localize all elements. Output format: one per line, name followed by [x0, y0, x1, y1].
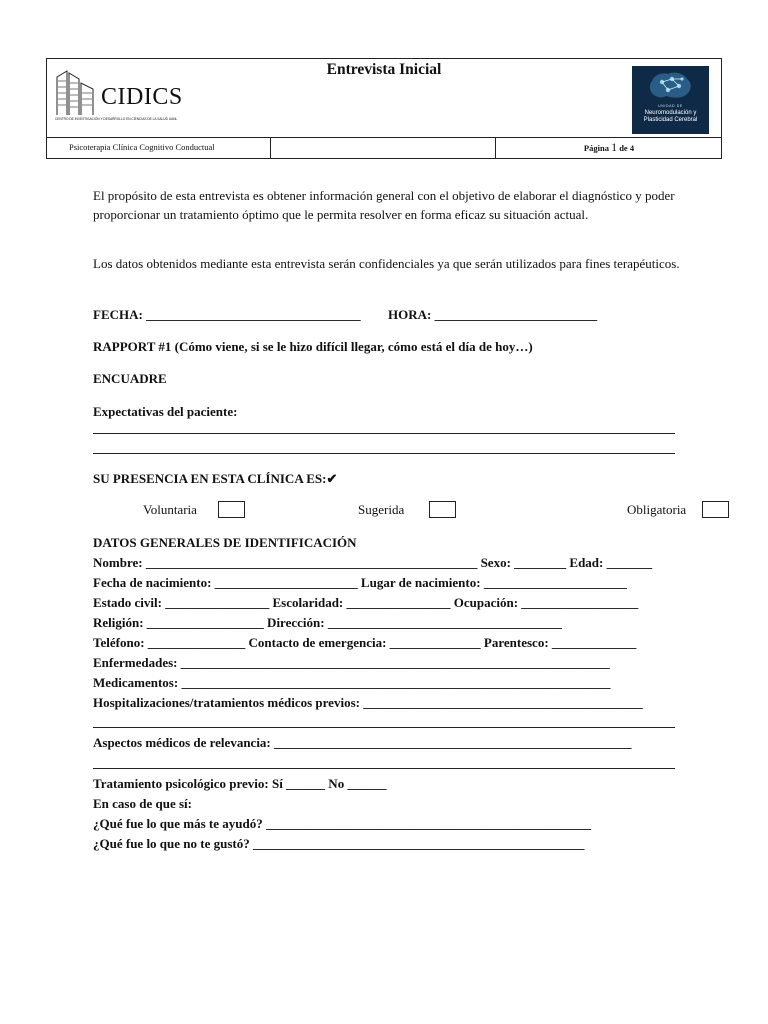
expectativas-label: Expectativas del paciente: [93, 404, 238, 419]
option-sugerida-checkbox[interactable] [429, 501, 456, 518]
page-number: 1 [611, 140, 618, 154]
brain-icon [632, 66, 709, 104]
expectativas-line-2[interactable] [93, 453, 675, 454]
encuadre-heading: ENCUADRE [93, 371, 167, 386]
hospitalizaciones-line-2[interactable] [93, 727, 675, 728]
option-obligatoria-label: Obligatoria [627, 502, 687, 517]
field-estado-civil-row[interactable]: Estado civil: ________________ Escolaridad: ________________ Ocupación: __________________ [93, 595, 639, 610]
option-obligatoria-checkbox[interactable] [702, 501, 729, 518]
page-suffix: de 4 [619, 143, 635, 153]
expectativas-line-1[interactable] [93, 433, 675, 434]
field-hospitalizaciones-row[interactable]: Hospitalizaciones/tratamientos médicos previos: ___________________________________________ [93, 695, 643, 710]
field-tratamiento-row[interactable]: Tratamiento psicológico previo: Sí ______ No ______ [93, 776, 387, 791]
logo-unit-label: UNIDAD DE [658, 104, 683, 108]
field-enfermedades-row[interactable]: Enfermedades: __________________________________________________________________ [93, 655, 610, 670]
rapport-heading: RAPPORT #1 (Cómo viene, si se le hizo difícil llegar, cómo está el día de hoy…) [93, 339, 533, 354]
header-program-label: Psicoterapia Clínica Cognitivo Conductual [47, 137, 271, 158]
option-voluntaria-label: Voluntaria [143, 502, 197, 517]
logo-unit-name: Neuromodulación y Plasticidad Cerebral [643, 110, 698, 123]
header-top-row [47, 59, 721, 138]
logo-subtitle: CENTRO DE INVESTIGACIÓN Y DESARROLLO EN CIENCIAS DE LA SALUD UANL [55, 117, 178, 121]
en-caso-label: En caso de que sí: [93, 796, 192, 811]
fecha-field[interactable]: FECHA: _________________________________ [93, 307, 361, 322]
field-religion-row[interactable]: Religión: __________________ Dirección: ____________________________________ [93, 615, 562, 630]
field-aspectos-row[interactable]: Aspectos médicos de relevancia: _______________________________________________________ [93, 735, 632, 750]
hora-field[interactable]: HORA: _________________________ [388, 307, 598, 322]
presencia-heading: SU PRESENCIA EN ESTA CLÍNICA ES:✔ [93, 471, 338, 486]
intro-paragraph-1: El propósito de esta entrevista es obtener información general con el objetivo de elaborar el diagnóstico y poder proporcionar un tratamiento óptimo que le permita resolver en forma eficaz su situación actual. [93, 188, 675, 222]
document-title: Entrevista Inicial [326, 61, 442, 78]
document-header [46, 58, 722, 159]
header-empty-cell [271, 137, 496, 158]
option-sugerida-label: Sugerida [358, 502, 405, 517]
datos-heading: DATOS GENERALES DE IDENTIFICACIÓN [93, 535, 357, 550]
field-nacimiento-row[interactable]: Fecha de nacimiento: ______________________ Lugar de nacimiento: ______________________ [93, 575, 627, 590]
header-page-number [496, 137, 722, 158]
field-nombre-row[interactable]: Nombre: ___________________________________________________ Sexo: ________ Edad: _______ [93, 555, 653, 570]
aspectos-line-2[interactable] [93, 768, 675, 769]
field-gusto-row[interactable]: ¿Qué fue lo que no te gustó? ___________________________________________________ [93, 836, 585, 851]
field-medicamentos-row[interactable]: Medicamentos: __________________________________________________________________ [93, 675, 611, 690]
neuromodulation-logo [632, 66, 709, 134]
header-bottom-row [47, 137, 721, 158]
page-prefix: Página [583, 143, 609, 153]
option-voluntaria-checkbox[interactable] [218, 501, 245, 518]
intro-paragraph-2: Los datos obtenidos mediante esta entrevista serán confidenciales ya que serán utilizados para fines terapéuticos. [93, 256, 680, 271]
logo-name: CIDICS [101, 84, 183, 110]
field-ayudo-row[interactable]: ¿Qué fue lo que más te ayudó? __________________________________________________ [93, 816, 591, 831]
field-telefono-row[interactable]: Teléfono: _______________ Contacto de emergencia: ______________ Parentesco: _____________ [93, 635, 637, 650]
